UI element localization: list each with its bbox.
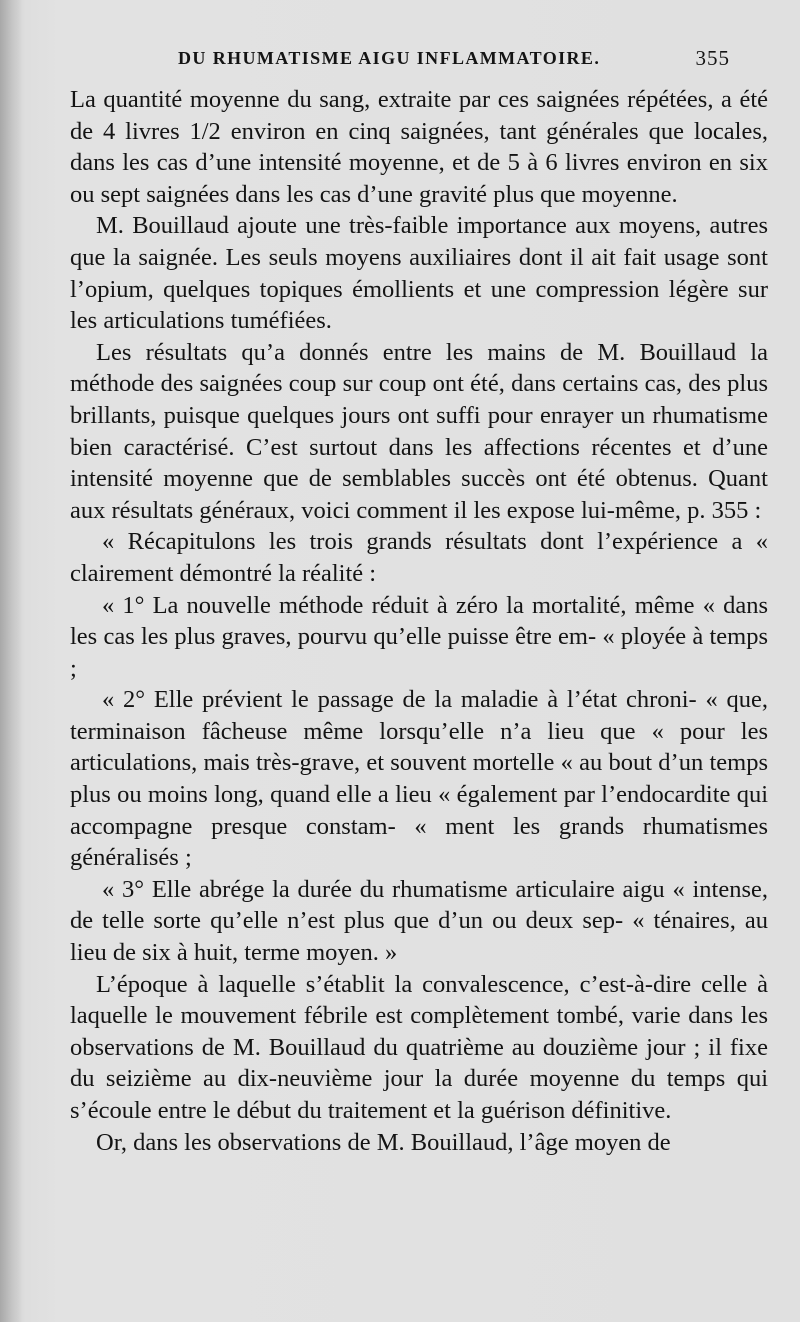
quote-paragraph: « Récapitulons les trois grands résultats dont l’expérience a « clairement démontré la réalité :: [70, 528, 768, 587]
quote-paragraph: « 1° La nouvelle méthode réduit à zéro la mortalité, même « dans les cas les plus graves, pourvu qu’elle puisse être em- « ployée à temps ;: [70, 591, 768, 682]
paragraph: L’époque à laquelle s’établit la convalescence, c’est-à-dire celle à laquelle le mouvement fébrile est complètement tombé, varie dans les observations de M. Bouillaud du quatrième au douzième jour ; il fixe du seizième au dix-neuvième jour la durée moyenne du temps qui s’écoule entre le début du traitement et la guérison définitive.: [70, 970, 768, 1124]
paragraph: La quantité moyenne du sang, extraite par ces saignées répétées, a été de 4 livres 1/2 environ en cinq saignées, tant générales que locales, dans les cas d’une intensité moyenne, et de 5 à 6 livres environ en six ou sept saignées dans les cas d’une gravité plus que moyenne.: [70, 86, 768, 208]
page-header: [178, 46, 730, 74]
paragraph: Les résultats qu’a donnés entre les mains de M. Bouillaud la méthode des saignées coup sur coup ont été, dans certains cas, des plus brillants, puisque quelques jours ont suffi pour enrayer un rhumatisme bien caractérisé. C’est surtout dans les affections récentes et d’une intensité moyenne que de semblables succès ont été obtenus. Quant aux résultats généraux, voici comment il les expose lui-même, p. 355 :: [70, 338, 768, 524]
quote-paragraph: « 3° Elle abrége la durée du rhumatisme articulaire aigu « intense, de telle sorte qu’elle n’est plus que d’un ou deux sep- « ténaires, au lieu de six à huit, terme moyen. »: [70, 875, 768, 967]
running-title: DU RHUMATISME AIGU INFLAMMATOIRE.: [178, 48, 601, 68]
quote-paragraph: « 2° Elle prévient le passage de la maladie à l’état chroni- « que, terminaison fâcheuse même lorsqu’elle n’a lieu que « pour les articulations, mais très-grave, et souvent mortelle « au bout d’un temps plus ou moins long, quand elle a lieu « également par l’endocardite qui accompagne presque constam- « ment les grands rhumatismes généralisés ;: [70, 686, 768, 872]
paragraph: M. Bouillaud ajoute une très-faible importance aux moyens, autres que la saignée. Les seuls moyens auxiliaires dont il ait fait usage sont l’opium, quelques topiques émollients et une compression légère sur les articulations tuméfiées.: [70, 212, 768, 335]
page-number: 355: [695, 46, 730, 70]
body-text: [70, 84, 768, 1158]
page-gutter: [0, 0, 22, 1322]
paragraph: Or, dans les observations de M. Bouillaud, l’âge moyen de: [96, 1128, 671, 1156]
